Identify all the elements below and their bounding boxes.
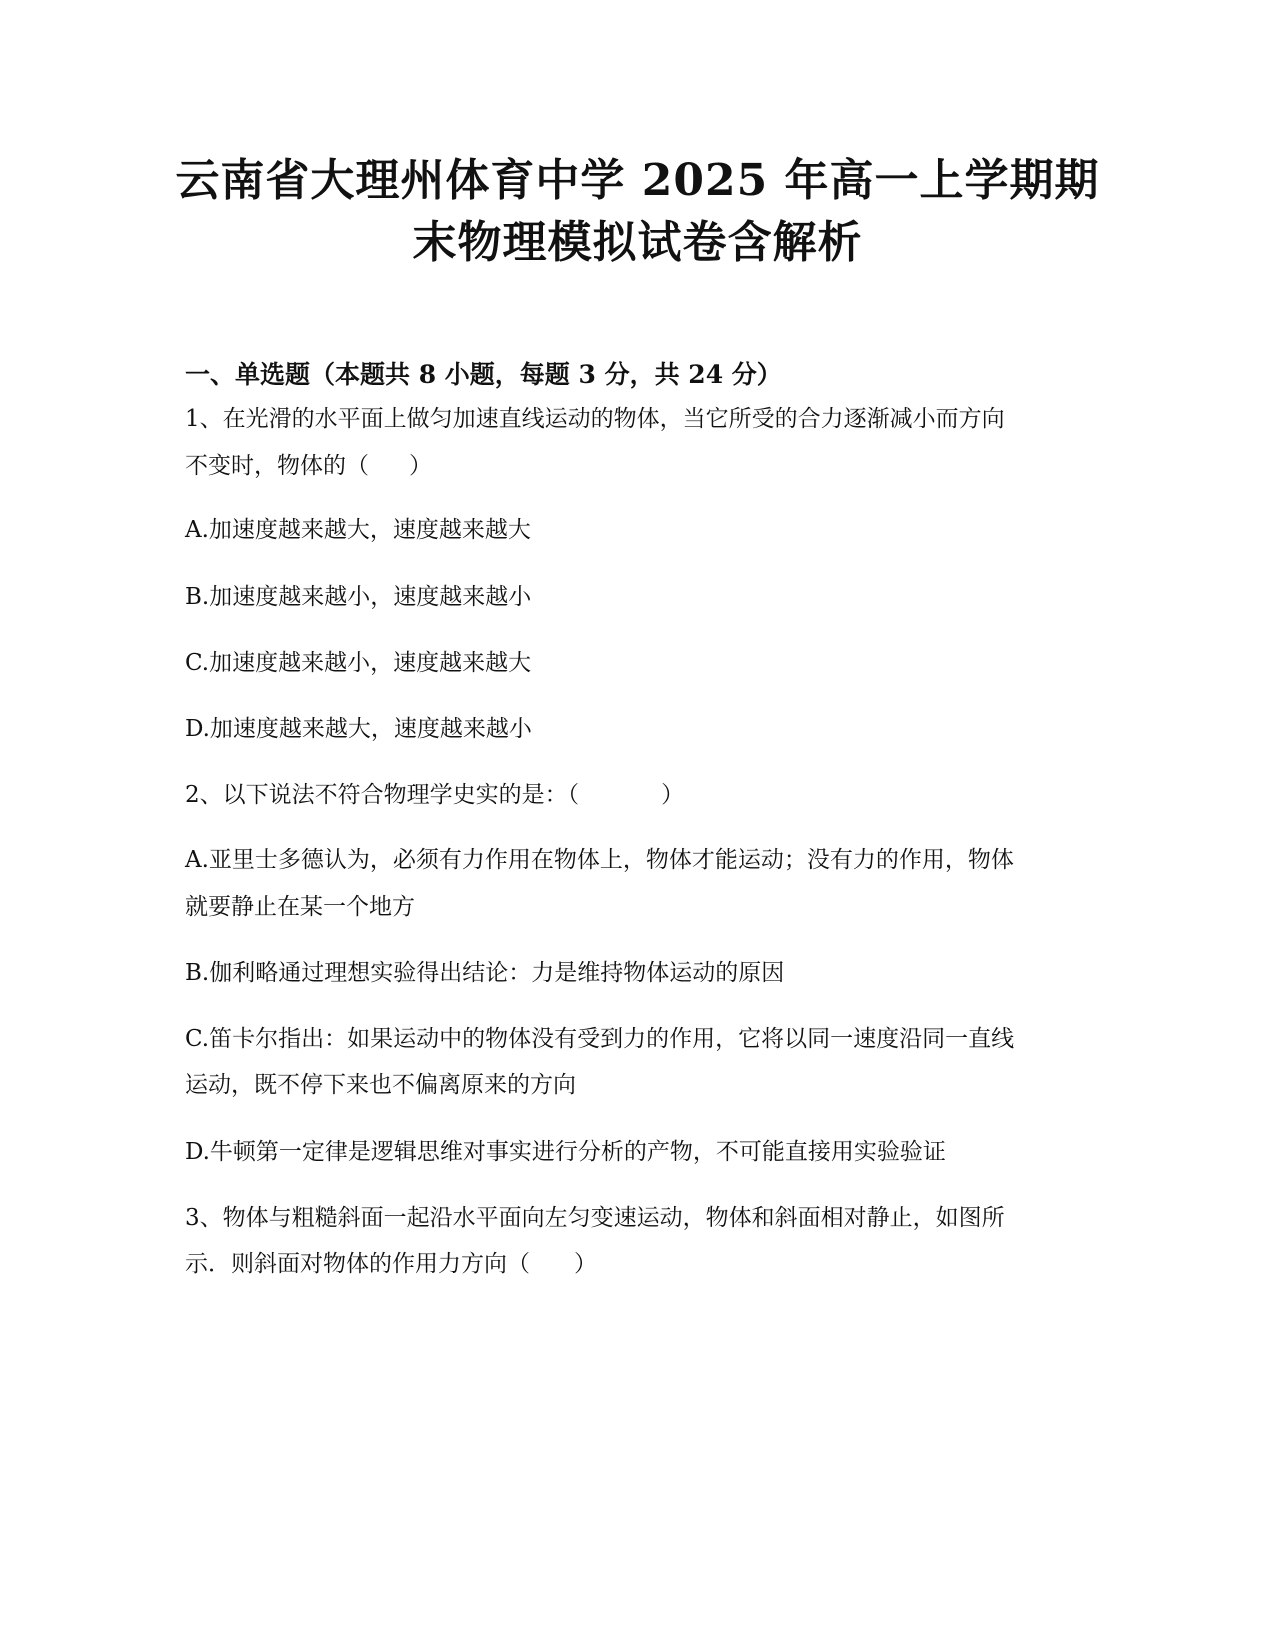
q1-stem-suffix: ） xyxy=(409,453,432,479)
q1-option-a: A.加速度越来越大，速度越来越大 xyxy=(185,517,531,543)
q2-option-c-line-2: 运动，既不停下来也不偏离原来的方向 xyxy=(185,1072,576,1098)
q1-option-d: D.加速度越来越大，速度越来越小 xyxy=(185,716,532,742)
q2-stem xyxy=(185,780,684,810)
title-line-2: 末物理模拟试卷含解析 xyxy=(412,217,863,268)
q2-stem-prefix: 2、以下说法不符合物理学史实的是：（ xyxy=(185,782,580,808)
q1-option-b: B.加速度越来越小，速度越来越小 xyxy=(185,584,532,610)
q1-option-c: C.加速度越来越小，速度越来越大 xyxy=(185,650,532,676)
title-line-1: 云南省大理州体育中学 2025 年高一上学期期 xyxy=(175,155,1100,206)
q2-option-c-line-1: C.笛卡尔指出：如果运动中的物体没有受到力的作用，它将以同一速度沿同一直线 xyxy=(185,1026,1015,1052)
q2-stem-suffix: ） xyxy=(661,782,685,808)
q1-stem-line-1: 1、在光滑的水平面上做匀加速直线运动的物体，当它所受的合力逐渐减小而方向 xyxy=(185,406,1005,432)
document-title xyxy=(150,150,1125,274)
q2-option-a-line-1: A.亚里士多德认为，必须有力作用在物体上，物体才能运动；没有力的作用，物体 xyxy=(185,847,1014,873)
q3-stem-line-1: 3、物体与粗糙斜面一起沿水平面向左匀变速运动，物体和斜面相对静止，如图所 xyxy=(185,1205,1005,1231)
q2-option-a-line-2: 就要静止在某一个地方 xyxy=(185,894,415,920)
q1-stem-prefix: 不变时，物体的（ xyxy=(185,453,369,479)
q3-stem-suffix: ） xyxy=(574,1251,597,1277)
q1-stem-line-2 xyxy=(185,451,432,481)
q3-stem-prefix: 示．则斜面对物体的作用力方向（ xyxy=(185,1251,530,1277)
q3-stem-line-2 xyxy=(185,1249,597,1279)
q2-option-d: D.牛顿第一定律是逻辑思维对事实进行分析的产物，不可能直接用实验验证 xyxy=(185,1139,946,1165)
section-heading: 一、单选题（本题共 8 小题，每题 3 分，共 24 分） xyxy=(185,360,782,389)
q2-option-b: B.伽利略通过理想实验得出结论：力是维持物体运动的原因 xyxy=(185,960,785,986)
